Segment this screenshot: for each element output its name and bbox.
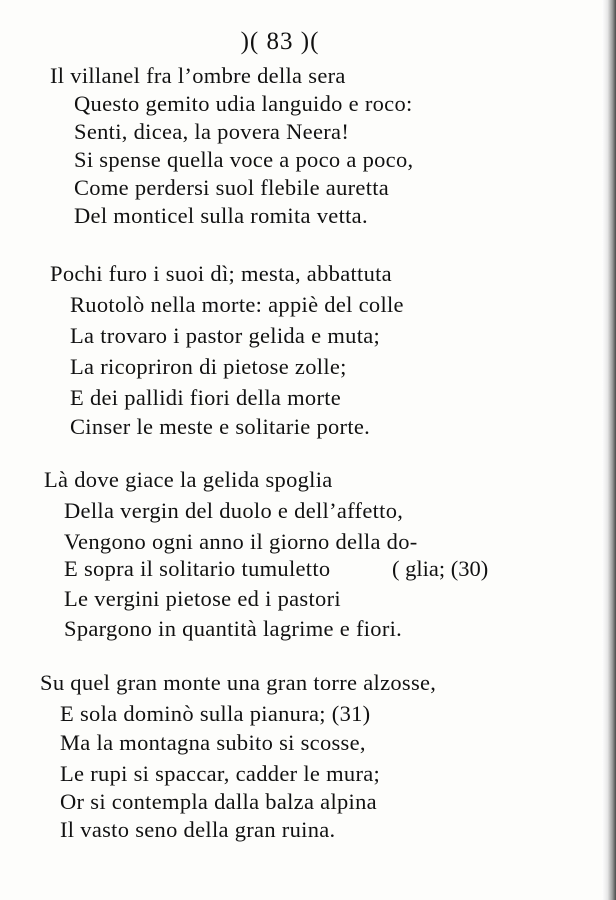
poem-line: Spargono in quantità lagrime e fiori. xyxy=(64,616,403,641)
poem-line: Della vergin del duolo e dell’affetto, xyxy=(64,498,404,523)
poem-line: Cinser le meste e solitarie porte. xyxy=(70,414,371,439)
poem-line: La ricopriron di pietose zolle; xyxy=(70,354,347,379)
poem-line: E dei pallidi fiori della morte xyxy=(70,385,342,410)
poem-line: Vengono ogni anno il giorno della do- xyxy=(64,529,418,554)
poem-line: La trovaro i pastor gelida e muta; xyxy=(70,323,381,348)
page-number: )( 83 )( xyxy=(240,28,320,55)
poem-line: Senti, dicea, la povera Neera! xyxy=(74,119,350,144)
poem-line: Il vasto seno della gran ruina. xyxy=(60,817,336,842)
poem-line: Si spense quella voce a poco a poco, xyxy=(74,147,414,172)
poem-line: Questo gemito udia languido e roco: xyxy=(74,91,413,116)
poem-line: Le vergini pietose ed i pastori xyxy=(64,586,341,611)
page-edge-shadow xyxy=(602,0,616,900)
poem-line: Or si contempla dalla balza alpina xyxy=(60,789,377,814)
poem-line: E sola dominò sulla pianura; (31) xyxy=(60,701,371,726)
poem-line: Ma la montagna subito si scosse, xyxy=(60,730,366,755)
poem-line: Come perdersi suol flebile auretta xyxy=(74,175,390,200)
poem-line: Su quel gran monte una gran torre alzosse, xyxy=(40,670,437,695)
poem-line: Del monticel sulla romita vetta. xyxy=(74,203,368,228)
poem-line: Pochi furo i suoi dì; mesta, abbattuta xyxy=(50,261,392,286)
poem-line: E sopra il solitario tumuletto xyxy=(64,556,331,581)
poem-line: Il villanel fra l’ombre della sera xyxy=(50,63,346,88)
poem-line: Le rupi si spaccar, cadder le mura; xyxy=(60,761,381,786)
overflow-note: ( glia; (30) xyxy=(392,556,489,581)
poem-line: Là dove giace la gelida spoglia xyxy=(44,467,333,492)
poem-line: Ruotolò nella morte: appiè del colle xyxy=(70,292,404,317)
